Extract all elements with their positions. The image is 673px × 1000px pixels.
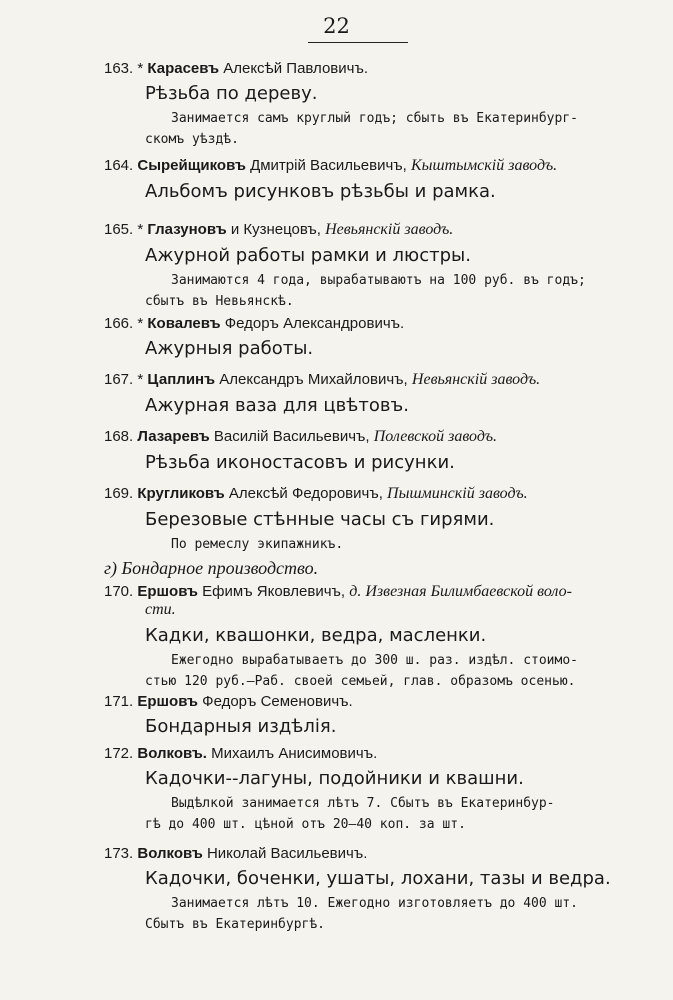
entry-note — [0, 270, 673, 312]
entry-title: Ажурныя работы. — [145, 338, 314, 359]
exhibitor-name: Александръ Михайловичъ, — [219, 371, 408, 388]
exhibitor-name: и Кузнецовъ, — [230, 221, 321, 238]
exhibitor-place: д. Извезная Билимбаевской воло- — [349, 583, 572, 600]
exhibitor-surname: Цаплинъ — [147, 371, 216, 388]
exhibitor-name: Федоръ Александровичъ. — [224, 315, 405, 332]
entry-173 — [0, 845, 673, 945]
exhibit-mark: * — [137, 315, 144, 332]
note-line: Занимается лѣтъ 10. Ежегодно изготовляетъ до 400 шт. — [171, 896, 578, 911]
note-line: Занимаются 4 года, вырабатываютъ на 100 руб. въ годъ; — [171, 273, 586, 288]
note-line: гѣ до 400 шт. цѣной отъ 20—40 коп. за шт. — [145, 817, 466, 832]
exhibitor-name: Николай Васильевичъ. — [206, 845, 368, 862]
exhibitor-surname: Карасевъ — [147, 60, 220, 77]
section-heading: г) Бондарное производство. — [104, 558, 319, 578]
entry-header — [0, 583, 673, 601]
exhibitor-place: Полевской заводъ. — [373, 428, 498, 445]
exhibitor-surname: Сырейщиковъ — [137, 157, 246, 174]
entry-number: 173. — [104, 845, 134, 862]
entry-title: Ажурной работы рамки и люстры. — [145, 245, 471, 266]
exhibitor-name: Михаилъ Анисимовичъ. — [211, 745, 378, 762]
note-line: По ремеслу экипажникъ. — [171, 537, 344, 552]
entry-note — [0, 793, 673, 835]
exhibitor-place-continuation: сти. — [145, 601, 176, 618]
exhibitor-surname: Ершовъ — [137, 583, 198, 600]
exhibitor-name: Федоръ Семеновичъ. — [202, 693, 353, 710]
entry-title: Рѣзьба по дереву. — [145, 83, 318, 104]
entry-title: Рѣзьба иконостасовъ и рисунки. — [145, 452, 455, 473]
entry-number: 168. — [104, 428, 134, 445]
entry-header — [0, 60, 673, 77]
entry-header — [0, 845, 673, 862]
exhibitor-surname: Лазаревъ — [137, 428, 210, 445]
entry-title: Кадки, квашонки, ведра, масленки. — [145, 625, 487, 646]
entry-171 — [0, 693, 673, 745]
exhibit-mark: * — [137, 60, 144, 77]
note-line: Сбытъ въ Екатеринбургѣ. — [145, 917, 326, 932]
entry-title: Альбомъ рисунковъ рѣзьбы и рамка. — [145, 181, 496, 202]
exhibitor-name: Алексѣй Павловичъ. — [223, 60, 369, 77]
entry-note — [0, 534, 673, 555]
page-number: 22 — [323, 14, 350, 38]
note-line: Ежегодно вырабатываетъ до 300 ш. раз. издѣл. стоимо- — [171, 653, 578, 668]
entry-title: Кадочки, боченки, ушаты, лохани, тазы и ведра. — [145, 868, 611, 889]
entry-header — [0, 315, 673, 332]
entry-163 — [0, 60, 673, 157]
entry-title: Ажурная ваза для цвѣтовъ. — [145, 395, 409, 416]
exhibitor-surname: Волковъ — [137, 845, 203, 862]
entry-header — [0, 157, 673, 175]
exhibitor-surname: Кругликовъ — [137, 485, 225, 502]
entry-header — [0, 693, 673, 710]
entry-number: 167. — [104, 371, 134, 388]
exhibitor-surname: Ершовъ — [137, 693, 198, 710]
exhibit-mark: * — [137, 371, 144, 388]
entry-number: 170. — [104, 583, 134, 600]
entry-note — [0, 108, 673, 150]
entry-number: 163. — [104, 60, 134, 77]
note-line: скомъ уѣздѣ. — [145, 132, 239, 147]
entry-number: 169. — [104, 485, 134, 502]
entry-number: 164. — [104, 157, 134, 174]
entry-169 — [0, 485, 673, 558]
exhibitor-name: Дмитрій Васильевичъ, — [250, 157, 407, 174]
exhibitor-place: Невьянскій заводъ. — [325, 221, 454, 238]
entry-header — [0, 428, 673, 446]
entry-header — [0, 745, 673, 762]
note-line: Выдѣлкой занимается лѣтъ 7. Сбытъ въ Екатеринбур- — [171, 796, 555, 811]
entry-header-continuation — [0, 601, 673, 619]
entry-title: Кадочки--лагуны, подойники и квашни. — [145, 768, 524, 789]
exhibit-mark: * — [137, 221, 144, 238]
entry-header — [0, 371, 673, 389]
entry-number: 171. — [104, 693, 134, 710]
exhibitor-place: Кыштымскій заводъ. — [411, 157, 558, 174]
note-line: сбытъ въ Невьянскѣ. — [145, 294, 294, 309]
entry-header — [0, 221, 673, 239]
exhibitor-name: Ефимъ Яковлевичъ, — [202, 583, 346, 600]
exhibitor-place: Невьянскій заводъ. — [411, 371, 541, 388]
entry-title: Березовые стѣнные часы съ гирями. — [145, 509, 495, 530]
entry-164 — [0, 157, 673, 221]
exhibitor-surname: Волковъ. — [137, 745, 207, 762]
entry-166 — [0, 315, 673, 371]
entry-title: Бондарныя издѣлія. — [145, 716, 337, 737]
entry-170 — [0, 583, 673, 693]
entry-number: 166. — [104, 315, 134, 332]
exhibitor-surname: Ковалевъ — [147, 315, 221, 332]
entry-header — [0, 485, 673, 503]
note-line: стью 120 руб.—Раб. своей семьей, глав. образомъ осенью. — [145, 674, 576, 689]
entry-167 — [0, 371, 673, 428]
page-content — [0, 60, 673, 945]
entry-172 — [0, 745, 673, 845]
entry-number: 165. — [104, 221, 134, 238]
exhibitor-surname: Глазуновъ — [147, 221, 227, 238]
entry-168 — [0, 428, 673, 485]
entry-note — [0, 650, 673, 692]
exhibitor-name: Василій Васильевичъ, — [213, 428, 370, 445]
exhibitor-place: Пышминскій заводъ. — [387, 485, 528, 502]
header-rule — [308, 42, 408, 43]
entry-165 — [0, 221, 673, 315]
entry-note — [0, 893, 673, 935]
entry-number: 172. — [104, 745, 134, 762]
note-line: Занимается самъ круглый годъ; сбыть въ Екатеринбург- — [171, 111, 578, 126]
exhibitor-name: Алексѣй Федоровичъ, — [228, 485, 383, 502]
